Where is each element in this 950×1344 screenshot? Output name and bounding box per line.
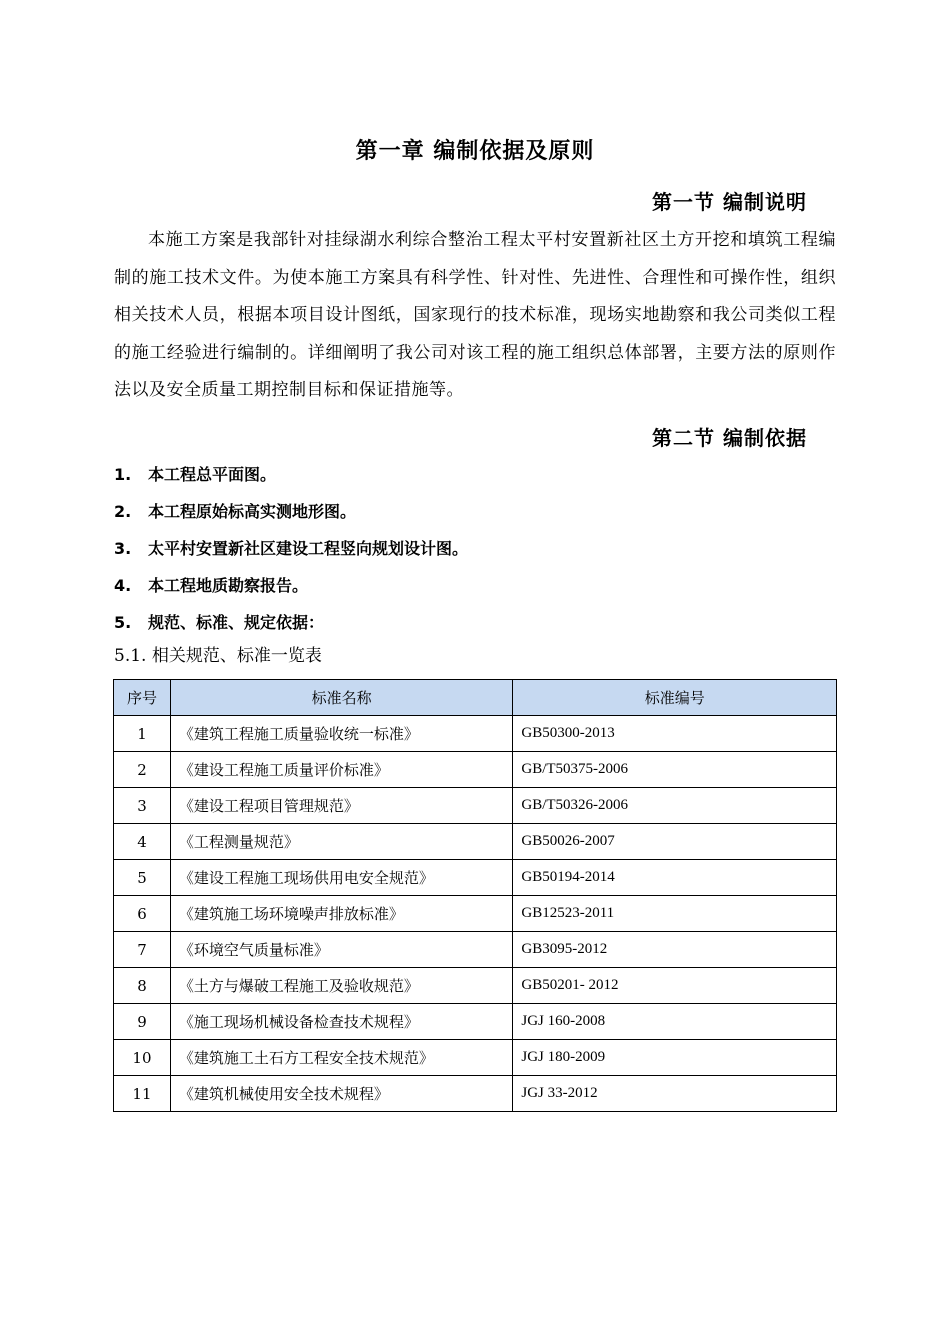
list-item bbox=[114, 530, 836, 567]
cell-code: GB/T50326-2006 bbox=[513, 788, 837, 824]
table-row bbox=[114, 824, 837, 860]
cell-serial: 11 bbox=[114, 1076, 171, 1112]
cell-code: GB50194-2014 bbox=[513, 860, 837, 896]
list-item bbox=[114, 456, 836, 493]
cell-name: 《建设工程施工现场供用电安全规范》 bbox=[170, 860, 512, 896]
list-item-number: 1. bbox=[114, 465, 132, 484]
list-item bbox=[114, 604, 836, 641]
list-item bbox=[114, 567, 836, 604]
cell-serial: 8 bbox=[114, 968, 171, 1004]
cell-name: 《环境空气质量标准》 bbox=[170, 932, 512, 968]
list-item-text: 本工程总平面图。 bbox=[148, 465, 277, 484]
cell-name: 《工程测量规范》 bbox=[170, 824, 512, 860]
section-title-compilation-notes: 第一节 编制说明 bbox=[652, 190, 807, 214]
cell-name: 《建筑工程施工质量验收统一标准》 bbox=[170, 716, 512, 752]
cell-code: GB50026-2007 bbox=[513, 824, 837, 860]
cell-code: JGJ 33-2012 bbox=[513, 1076, 837, 1112]
cell-serial: 2 bbox=[114, 752, 171, 788]
list-item-number: 4. bbox=[114, 576, 132, 595]
table-row bbox=[114, 788, 837, 824]
cell-code: GB/T50375-2006 bbox=[513, 752, 837, 788]
header-standard-name: 标准名称 bbox=[170, 680, 512, 716]
table-header-row bbox=[114, 680, 837, 716]
list-item-text: 本工程原始标高实测地形图。 bbox=[148, 502, 357, 521]
section-title-compilation-basis: 第二节 编制依据 bbox=[652, 426, 807, 450]
cell-serial: 3 bbox=[114, 788, 171, 824]
list-item-number: 3. bbox=[114, 539, 132, 558]
cell-serial: 5 bbox=[114, 860, 171, 896]
table-row bbox=[114, 1004, 837, 1040]
table-row bbox=[114, 716, 837, 752]
table-row bbox=[114, 860, 837, 896]
cell-code: GB12523-2011 bbox=[513, 896, 837, 932]
standards-table bbox=[113, 679, 837, 1112]
cell-code: GB50300-2013 bbox=[513, 716, 837, 752]
cell-name: 《建设工程项目管理规范》 bbox=[170, 788, 512, 824]
list-item-number: 5. bbox=[114, 613, 132, 632]
table-row bbox=[114, 968, 837, 1004]
list-item-text: 本工程地质勘察报告。 bbox=[148, 576, 309, 595]
cell-code: JGJ 180-2009 bbox=[513, 1040, 837, 1076]
list-item bbox=[114, 493, 836, 530]
cell-name: 《土方与爆破工程施工及验收规范》 bbox=[170, 968, 512, 1004]
header-serial-number: 序号 bbox=[114, 680, 171, 716]
table-row bbox=[114, 1040, 837, 1076]
cell-code: GB50201- 2012 bbox=[513, 968, 837, 1004]
standards-table-caption: 5.1. 相关规范、标准一览表 bbox=[114, 646, 322, 666]
table-row bbox=[114, 896, 837, 932]
cell-name: 《建设工程施工质量评价标准》 bbox=[170, 752, 512, 788]
list-item-number: 2. bbox=[114, 502, 132, 521]
header-standard-code: 标准编号 bbox=[513, 680, 837, 716]
table-row bbox=[114, 752, 837, 788]
cell-code: GB3095-2012 bbox=[513, 932, 837, 968]
cell-serial: 4 bbox=[114, 824, 171, 860]
cell-serial: 6 bbox=[114, 896, 171, 932]
list-item-text: 规范、标准、规定依据： bbox=[148, 613, 325, 632]
basis-list bbox=[114, 456, 836, 641]
table-row bbox=[114, 932, 837, 968]
cell-name: 《建筑施工土石方工程安全技术规范》 bbox=[170, 1040, 512, 1076]
cell-serial: 9 bbox=[114, 1004, 171, 1040]
cell-serial: 1 bbox=[114, 716, 171, 752]
chapter-title: 第一章 编制依据及原则 bbox=[355, 139, 595, 164]
cell-name: 《施工现场机械设备检查技术规程》 bbox=[170, 1004, 512, 1040]
cell-serial: 10 bbox=[114, 1040, 171, 1076]
compilation-notes-paragraph: 本施工方案是我部针对挂绿湖水利综合整治工程太平村安置新社区土方开挖和填筑工程编制的施工技术文件。为使本施工方案具有科学性、针对性、先进性、合理性和可操作性，组织相关技术人员，根据本项目设计图纸，国家现行的技术标准，现场实地勘察和我公司类似工程的施工经验进行编制的。详细阐明了我公司对该工程的施工组织总体部署，主要方法的原则作法以及安全质量工期控制目标和保证措施等。 bbox=[114, 230, 836, 400]
cell-name: 《建筑机械使用安全技术规程》 bbox=[170, 1076, 512, 1112]
cell-code: JGJ 160-2008 bbox=[513, 1004, 837, 1040]
cell-name: 《建筑施工场环境噪声排放标准》 bbox=[170, 896, 512, 932]
cell-serial: 7 bbox=[114, 932, 171, 968]
list-item-text: 太平村安置新社区建设工程竖向规划设计图。 bbox=[148, 539, 469, 558]
table-row bbox=[114, 1076, 837, 1112]
